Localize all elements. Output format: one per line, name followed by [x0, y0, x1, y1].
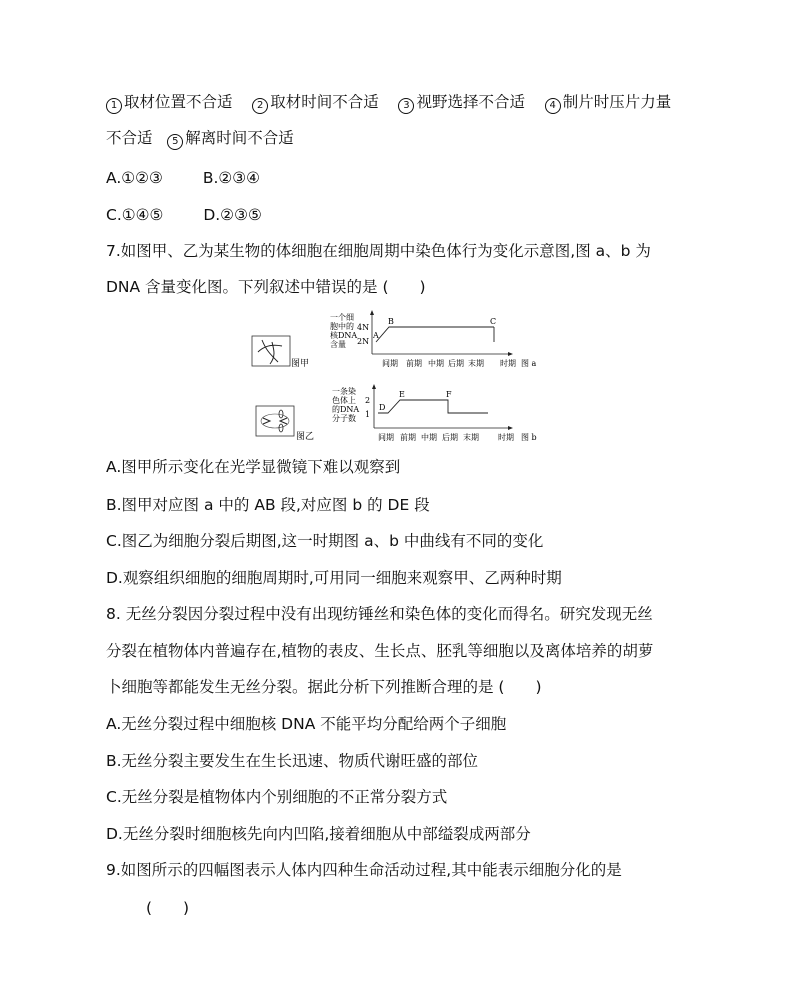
chart-b-ylabel: 一条染 [332, 387, 356, 396]
option-text: 解离时间不合适 [185, 129, 294, 147]
chart-b-ylabel: 的DNA [332, 405, 360, 414]
figure-jia [252, 336, 309, 369]
chart-b-xtick: 后期 [442, 433, 458, 442]
chart-b-yaxis-arrow [372, 384, 376, 389]
chart-a-xtick: 中期 [428, 359, 444, 368]
q8-choice-a[interactable]: A.无丝分裂过程中细胞核 DNA 不能平均分配给两个子细胞 [106, 715, 507, 733]
chart-a-ylabel: 一个细 [330, 313, 354, 322]
option-text: 取材时间不合适 [270, 93, 379, 111]
choice-a[interactable]: A.①②③ [106, 169, 163, 187]
choice-d[interactable]: D.②③⑤ [203, 206, 262, 224]
choice-c[interactable]: C.①④⑤ [106, 206, 164, 224]
option-text: 制片时压片力量 [562, 93, 672, 111]
chart-a-xtick: 后期 [448, 359, 464, 368]
chart-a-ytick: 4N [357, 323, 370, 332]
chart-a-point-label: A [373, 331, 379, 340]
q8-stem-line1: 8. 无丝分裂因分裂过程中没有出现纺锤丝和染色体的变化而得名。研究发现无丝 [106, 605, 653, 623]
chart-a-xtick: 间期 [382, 359, 398, 368]
circled-number: 1 [106, 98, 122, 114]
figure-yi [256, 406, 314, 442]
chart-a-xaxis-arrow [508, 352, 513, 356]
option-text: 视野选择不合适 [416, 93, 525, 111]
q7-stem-line2: DNA 含量变化图。下列叙述中错误的是 ( ) [106, 278, 426, 296]
chart-b-point-label: D [379, 403, 386, 412]
chart-a-ylabel: 核DNA [330, 331, 358, 340]
q8-stem-line2: 分裂在植物体内普遍存在,植物的表皮、生长点、胚乳等细胞以及离体培养的胡萝 [106, 642, 654, 660]
chart-a-point-label: B [388, 317, 394, 326]
circled-number: 2 [252, 98, 268, 114]
q8-choice-b[interactable]: B.无丝分裂主要发生在生长迅速、物质代谢旺盛的部位 [106, 752, 479, 770]
chart-a-curve [376, 327, 494, 342]
q7-choice-b[interactable]: B.图甲对应图 a 中的 AB 段,对应图 b 的 DE 段 [106, 496, 430, 514]
circled-number: 3 [398, 98, 414, 114]
q7-stem-line1: 7.如图甲、乙为某生物的体细胞在细胞周期中染色体行为变化示意图,图 a、b 为 [106, 242, 651, 260]
chart-b-xaxis-arrow [508, 426, 513, 430]
chart-b-xtick: 中期 [421, 433, 437, 442]
chart-a-label: 图 a [521, 359, 537, 368]
q7-choice-a[interactable]: A.图甲所示变化在光学显微镜下难以观察到 [106, 458, 401, 476]
chart-b-xtick: 间期 [378, 433, 394, 442]
chart-b-ylabel: 色体上 [332, 396, 356, 405]
chart-a-ylabel: 胞中的 [330, 322, 354, 331]
circled-number: 5 [167, 134, 183, 150]
chart-b [332, 384, 537, 442]
chart-b-ylabel: 分子数 [332, 414, 356, 423]
chart-a-xtick: 前期 [406, 359, 422, 368]
circled-number: 4 [545, 98, 561, 114]
q9-stem-line1: 9.如图所示的四幅图表示人体内四种生命活动过程,其中能表示细胞分化的是 [106, 861, 622, 879]
q8-stem-line3: 卜细胞等都能发生无丝分裂。据此分析下列推断合理的是 ( ) [106, 678, 542, 696]
chart-b-point-label: E [399, 390, 405, 399]
chart-b-xtick: 前期 [400, 433, 416, 442]
q8-choice-c[interactable]: C.无丝分裂是植物体内个别细胞的不正常分裂方式 [106, 788, 448, 806]
q9-answer-paren: ( ) [146, 899, 190, 917]
chart-b-xtick: 末期 [463, 433, 479, 442]
chart-a-xtick: 末期 [468, 359, 484, 368]
q8-choice-d[interactable]: D.无丝分裂时细胞核先向内凹陷,接着细胞从中部缢裂成两部分 [106, 825, 531, 843]
q6-options-line2 [106, 127, 294, 150]
choice-b[interactable]: B.②③④ [202, 169, 261, 187]
chart-b-label: 图 b [521, 433, 537, 442]
q6-options-line1 [106, 91, 671, 114]
chart-a-point-label: C [490, 317, 497, 326]
chart-a-xtick: 时期 [500, 359, 516, 368]
q7-figure [248, 310, 548, 446]
chart-b-xtick: 时期 [498, 433, 514, 442]
chart-a-yaxis-arrow [370, 310, 374, 315]
option-text: 取材位置不合适 [124, 93, 233, 111]
chart-b-ytick: 2 [365, 396, 371, 405]
q6-choices-ab [106, 167, 260, 189]
chart-b-ytick: 1 [365, 410, 371, 419]
q7-choice-d[interactable]: D.观察组织细胞的细胞周期时,可用同一细胞来观察甲、乙两种时期 [106, 569, 562, 587]
chart-b-point-label: F [446, 390, 452, 399]
chart-a-ytick: 2N [357, 337, 370, 346]
q6-choices-cd [106, 204, 262, 226]
q7-choice-c[interactable]: C.图乙为细胞分裂后期图,这一时期图 a、b 中曲线有不同的变化 [106, 532, 544, 550]
chart-b-curve [378, 400, 488, 413]
chart-a-ylabel: 含量 [330, 340, 346, 349]
option-text: 不合适 [106, 129, 153, 147]
fig-jia-label: 图甲 [291, 359, 310, 369]
fig-yi-label: 图乙 [296, 432, 315, 442]
chart-a [330, 310, 537, 368]
